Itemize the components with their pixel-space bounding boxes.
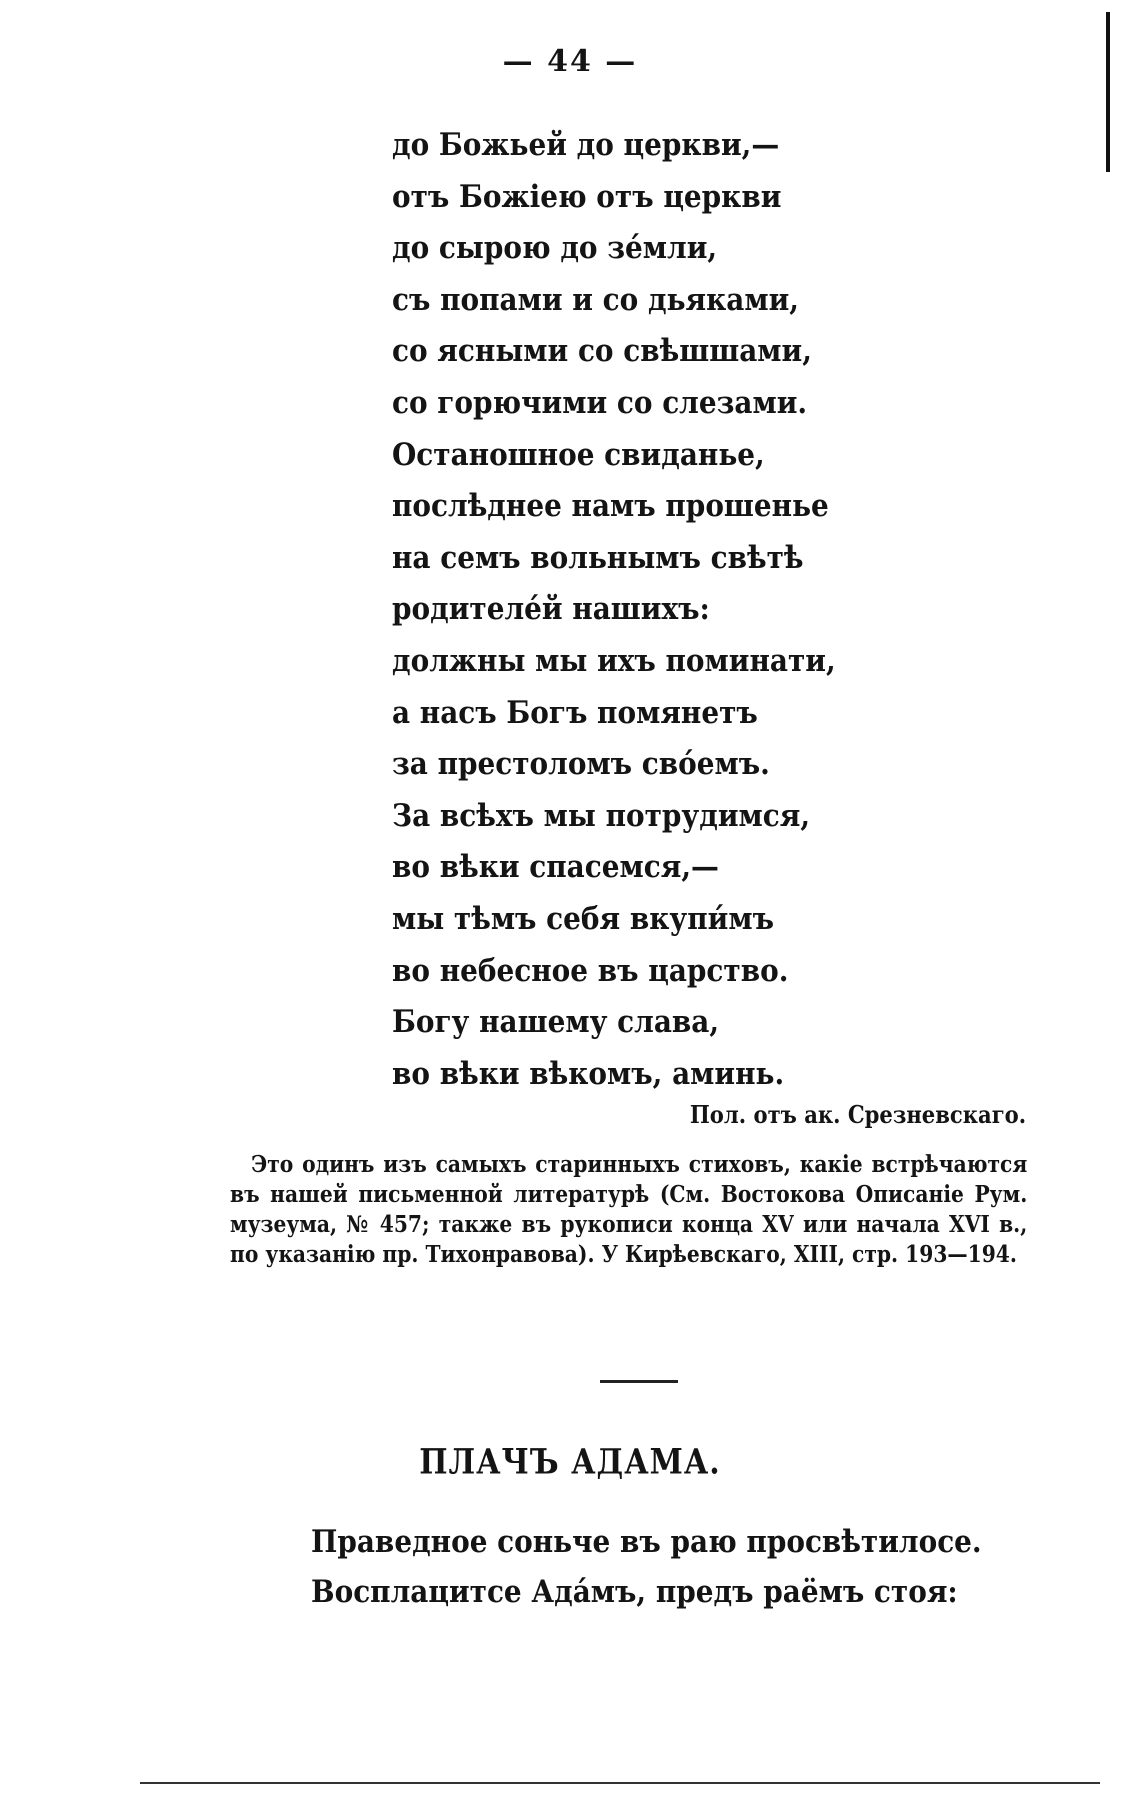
poem-source: Пол. отъ ак. Срезневскаго. xyxy=(689,1100,1026,1129)
scan-margin-rule xyxy=(1106,12,1110,172)
poem-line: Останошное свиданье, xyxy=(392,436,765,473)
poem-line: во небесное въ царство. xyxy=(392,952,789,989)
section-verse xyxy=(311,1517,982,1617)
scan-bottom-rule xyxy=(140,1782,1100,1784)
poem-line: со ясными со свѣшшами, xyxy=(392,333,812,370)
poem-line: за престоломъ сво́емъ. xyxy=(392,746,770,783)
poem-line: съ попами и со дьяками, xyxy=(392,281,800,318)
poem-line: родителе́й нашихъ: xyxy=(392,591,710,628)
footnote: Это одинъ изъ самыхъ старинныхъ стиховъ, какіе встрѣчаются въ нашей письменной литературѣ (См. Востокова Описаніе Рум. музеума, № 457; также въ рукописи конца XV или начала XVI в., по указанію пр. Тихонравова). У Кирѣевскаго, XIII, стр. 193—194. xyxy=(230,1151,1028,1268)
page-number: — 44 — xyxy=(502,44,638,79)
poem-line: послѣднее намъ прошенье xyxy=(392,488,829,525)
poem-line: во вѣки вѣкомъ, аминь. xyxy=(392,1055,785,1092)
poem-line: Богу нашему слава, xyxy=(392,1004,720,1041)
poem-line: до сырою до зе́мли, xyxy=(392,230,718,267)
poem-line: отъ Божіею отъ церкви xyxy=(392,178,782,215)
verse-line: Праведное соньче въ раю просвѣтилосе. xyxy=(311,1524,982,1560)
section-divider xyxy=(600,1380,678,1383)
section-title: ПЛАЧЪ АДАМА. xyxy=(419,1442,721,1483)
poem-line: мы тѣмъ себя вкупи́мъ xyxy=(392,900,774,937)
poem-line: во вѣки спасемся,— xyxy=(392,849,719,886)
poem-line: должны мы ихъ поминати, xyxy=(392,642,836,679)
poem-line: а насъ Богъ помянетъ xyxy=(392,694,758,731)
poem-line: до Божьей до церкви,— xyxy=(392,127,780,163)
poem xyxy=(392,120,836,1100)
poem-line: За всѣхъ мы потрудимся, xyxy=(392,797,811,834)
poem-line: со горючими со слезами. xyxy=(392,384,808,421)
poem-line: на семъ вольнымъ свѣтѣ xyxy=(392,539,804,576)
verse-line: Восплацитсе Ада́мъ, предъ раёмъ стоя: xyxy=(311,1574,958,1610)
